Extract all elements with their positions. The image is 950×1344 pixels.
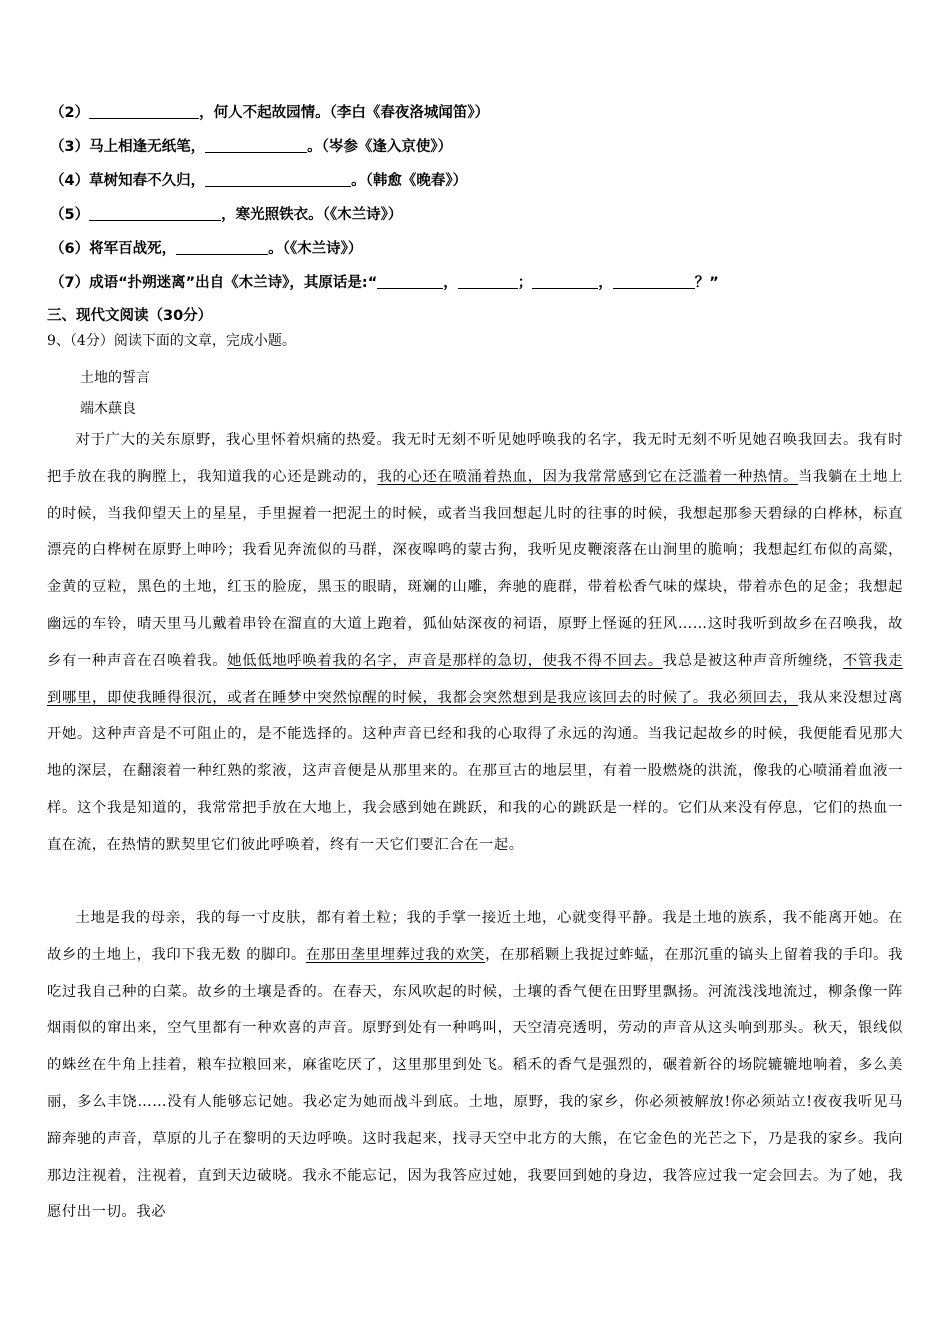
article-paragraph-2: 土地是我的母亲，我的每一寸皮肤，都有着土粒；我的手掌一接近土地，心就变得平静。我是土地的族系，我不能离开她。在故乡的土地上，我印下我无数 的脚印。在那田垄里埋葬过我的欢笑，在那稻颗上我捉过蚱蜢，在那沉重的镐头上留着我的手印。我吃过我自己种的白菜。故乡的土壤是香的。在春天，东风吹起的时候，土壤的香气便在田野里飘扬。河流浅浅地流过，柳条像一阵烟雨似的窜出来，空气里都有一种欢喜的声音。原野到处有一种鸣叫，天空清亮透明，劳动的声音从这头响到那头。秋天，银线似的蛛丝在牛角上挂着，粮车拉粮回来，麻雀吃厌了，这里那里到处飞。稻禾的香气是强烈的，碾着新谷的场院辘辘地响着，多么美丽，多么丰饶……没有人能够忘记她。我必定为她而战斗到底。土地，原野，我的家乡，你必须被解放!你必须站立!夜夜我听见马蹄奔驰的声音，草原的儿子在黎明的天边呼唤。这时我起来，找寻天空中北方的大熊，在它金色的光芒之下，乃是我的家乡。我向那边注视着，注视着，直到天边破晓。我永不能忘记，因为我答应过她，我要回到她的身边，我答应过我一定会回去。为了她，我愿付出一切。我必 [47,910,904,1221]
question-9-prompt: 9、（4分）阅读下面的文章，完成小题。 [47,333,296,349]
answer-blank[interactable] [613,274,695,289]
fill-question-5: （5） ，寒光照铁衣。（《木兰诗》） [50,207,403,223]
answer-blank[interactable] [89,104,199,119]
fill-question-3: （3）马上相逢无纸笔， 。（岑参《逢入京使》） [50,139,453,155]
answer-blank[interactable] [532,274,598,289]
article-title: 土地的誓言 [80,370,150,386]
article-paragraph-1: 对于广大的关东原野，我心里怀着炽痛的热爱。我无时无刻不听见她呼唤我的名字，我无时无刻不听见她召唤我回去。我有时把手放在我的胸膛上，我知道我的心还是跳动的，我的心还在喷涌着热血，因为我常常感到它在泛滥着一种热情。当我躺在土地上的时候，当我仰望天上的星星，手里握着一把泥土的时候，或者当我回想起儿时的往事的时候，我想起那参天碧绿的白桦林，标直漂亮的白桦树在原野上呻吟；我看见奔流似的马群，深夜嗥鸣的蒙古狗，我听见皮鞭滚落在山涧里的脆响；我想起红布似的高粱，金黄的豆粒，黑色的土地，红玉的脸庞，黑玉的眼睛，斑斓的山雕，奔驰的鹿群，带着松香气味的煤块，带着赤色的足金；我想起幽远的车铃，晴天里马儿戴着串铃在溜直的大道上跑着，狐仙姑深夜的祠语，原野上怪诞的狂风……这时我听到故乡在召唤我，故乡有一种声音在召唤着我。她低低地呼唤着我的名字，声音是那样的急切，使我不得不回去。我总是被这种声音所缠绕，不管我走到哪里，即使我睡得很沉，或者在睡梦中突然惊醒的时候，我都会突然想到是我应该回去的时候了。我必须回去，我从来没想过离开她。这种声音是不可阻止的，是不能选择的。这种声音已经和我的心取得了永远的沟通。当我记起故乡的时候，我便能看见那大地的深层，在翻滚着一种红熟的浆液，这声音便是从那里来的。在那亘古的地层里，有着一股燃烧的洪流，像我的心喷涌着血液一样。这个我是知道的，我常常把手放在大地上，我会感到她在跳跃，和我的心的跳跃是一样的。它们从来没有停息，它们的热血一直在流，在热情的默契里它们彼此呼唤着，终有一天它们要汇合在一起。 [47,432,903,853]
section-title: 三、现代文阅读（30分） [47,308,213,324]
answer-blank[interactable] [205,138,307,153]
article-author: 端木蕻良 [80,401,136,417]
fill-question-6: （6）将军百战死， 。（《木兰诗》） [50,241,363,257]
underlined-sentence: 她低低地呼唤着我的名字，声音是那样的急切，使我不得不回去。 [227,652,663,669]
answer-blank[interactable] [458,274,518,289]
underlined-sentence: 在那田垄里埋葬过我的欢笑 [305,946,486,963]
underlined-sentence: 我的心还在喷涌着热血，因为我常常感到它在泛滥着一种热情。 [377,468,798,485]
fill-question-4: （4）草树知春不久归， 。（韩愈《晚春》） [50,173,468,189]
fill-question-7: （7）成语“扑朔迷离”出自《木兰诗》，其原话是:“ ， ； ， ？” [50,275,719,291]
underlined-sentence: 不管我走到哪里，即使我睡得很沉，或者在睡梦中突然惊醒的时候，我都会突然想到是我应该回去的时候了。我必须回去， [47,652,903,706]
answer-blank[interactable] [176,240,268,255]
answer-blank[interactable] [205,172,351,187]
fill-question-2: （2） ，何人不起故园情。（李白《春夜洛城闻笛》） [50,105,490,121]
answer-blank[interactable] [377,274,443,289]
answer-blank[interactable] [89,206,221,221]
